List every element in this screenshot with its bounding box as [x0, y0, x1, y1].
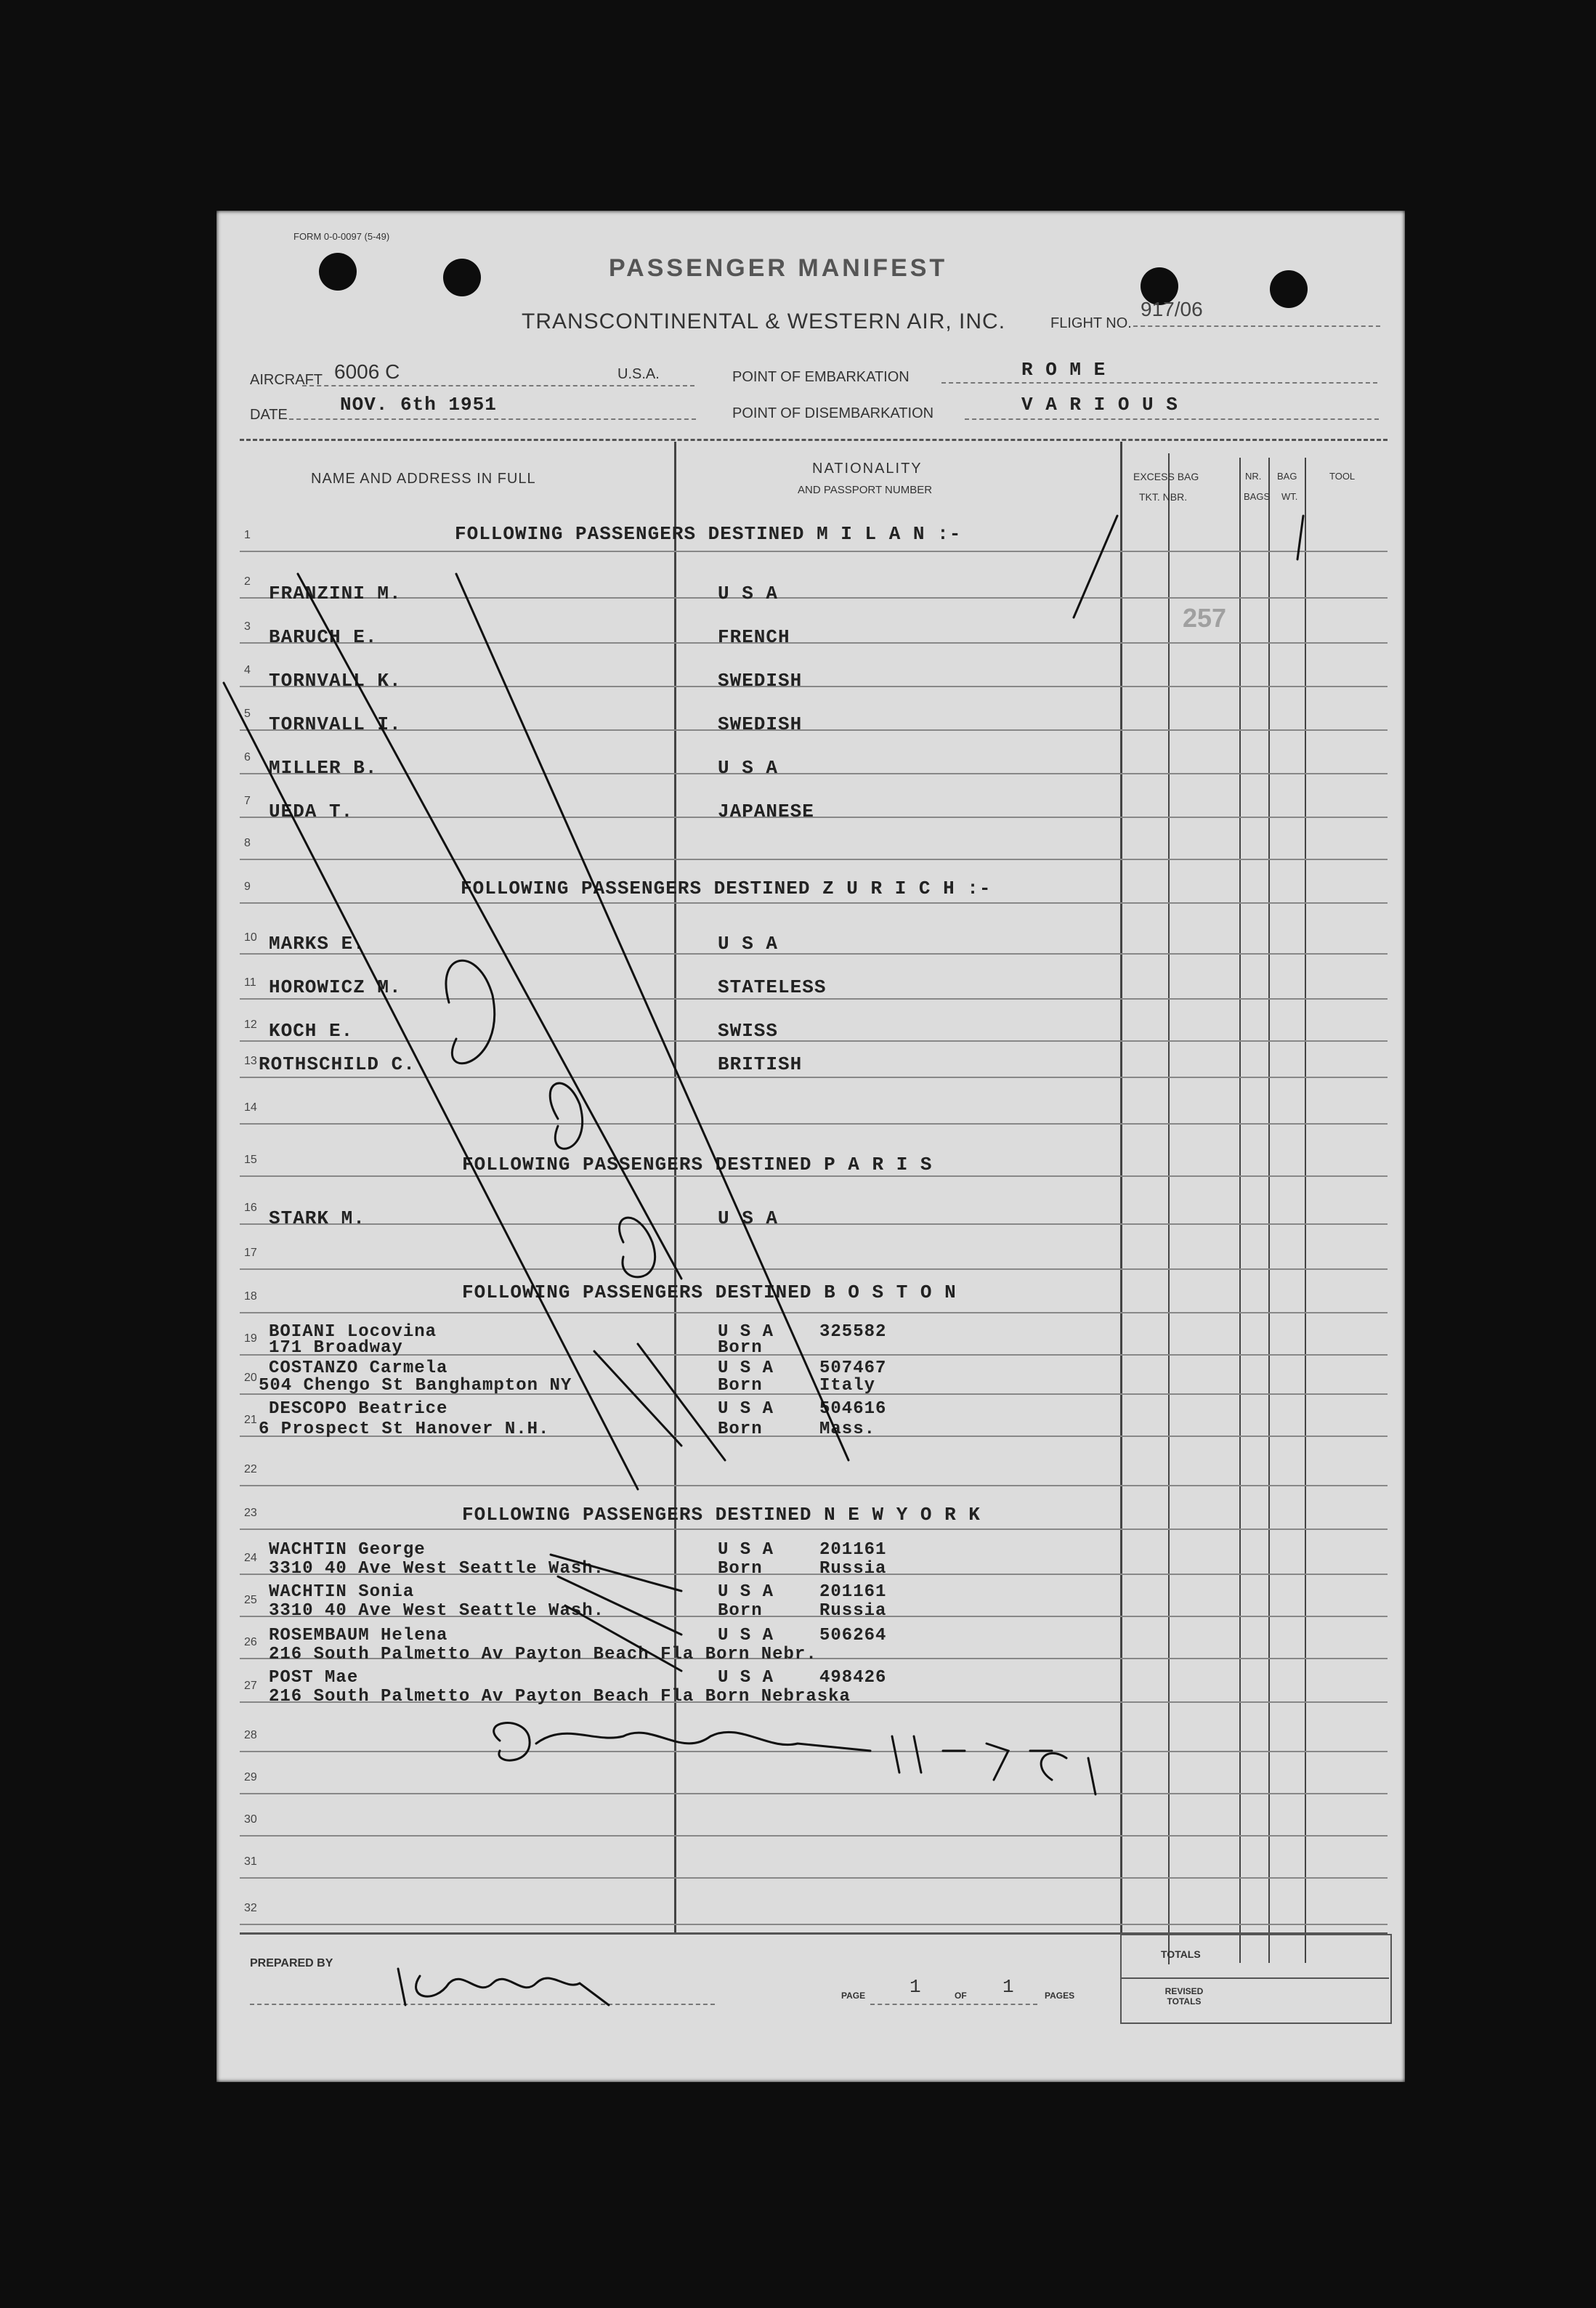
- passenger-name: POST Mae: [269, 1668, 359, 1688]
- row-number: 15: [244, 1154, 257, 1166]
- passenger-name: MARKS E.: [269, 933, 365, 955]
- page-number: 1: [910, 1976, 921, 1998]
- strike-line: [298, 574, 681, 1279]
- totals-label: TOTALS: [1161, 1948, 1201, 1960]
- row-number: 24: [244, 1552, 257, 1564]
- passenger-name: WACHTIN George: [269, 1540, 426, 1560]
- passenger-address: 216 South Palmetto Av Payton Beach Fla Born Nebraska: [269, 1687, 851, 1706]
- column-header-passport: AND PASSPORT NUMBER: [798, 484, 933, 496]
- disembarkation-label: POINT OF DISEMBARKATION: [732, 405, 934, 421]
- row-number: 26: [244, 1636, 257, 1648]
- row-number: 31: [244, 1855, 257, 1868]
- passenger-birthplace: Italy: [819, 1376, 876, 1396]
- passport-number: 325582: [819, 1322, 887, 1342]
- passenger-nationality: U S A: [718, 1207, 779, 1229]
- row-number: 5: [244, 708, 251, 720]
- flight-number: 917/06: [1141, 298, 1203, 320]
- row-number: 14: [244, 1101, 257, 1114]
- passenger-nationality: U S A: [718, 1359, 774, 1378]
- passenger-nationality: SWISS: [718, 1020, 779, 1042]
- row-number: 23: [244, 1507, 257, 1519]
- row-number: 11: [244, 976, 256, 989]
- passenger-birthplace: Russia: [819, 1601, 887, 1621]
- row-number: 13: [244, 1055, 257, 1067]
- column-header-nationality: NATIONALITY: [812, 461, 923, 477]
- passenger-birthplace: Mass.: [819, 1420, 876, 1439]
- passenger-name: WACHTIN Sonia: [269, 1582, 415, 1602]
- page-title: PASSENGER MANIFEST: [609, 254, 948, 282]
- row-number: 27: [244, 1680, 257, 1692]
- passenger-born: Born: [718, 1559, 763, 1579]
- passenger-name: MILLER B.: [269, 757, 378, 779]
- passenger-nationality: FRENCH: [718, 626, 790, 648]
- passport-number: 506264: [819, 1626, 887, 1645]
- passenger-address: 216 South Palmetto Av Payton Beach Fla Born Nebr.: [269, 1645, 817, 1664]
- handwritten-signature: [494, 1723, 870, 1761]
- row-number: 20: [244, 1372, 257, 1384]
- passenger-nationality: U S A: [718, 1582, 774, 1602]
- column-header-bag: BAG: [1277, 471, 1297, 482]
- passenger-name: ROSEMBAUM Helena: [269, 1626, 448, 1645]
- passport-number: 507467: [819, 1359, 887, 1378]
- passenger-name: KOCH E.: [269, 1020, 354, 1042]
- embarkation-label: POINT OF EMBARKATION: [732, 369, 910, 385]
- passport-number: 504616: [819, 1399, 887, 1419]
- row-number: 25: [244, 1594, 257, 1606]
- passenger-address: 171 Broadway: [269, 1338, 403, 1358]
- passenger-nationality: U S A: [718, 1399, 774, 1419]
- destination-header-boston: FOLLOWING PASSENGERS DESTINED B O S T O N: [462, 1281, 957, 1303]
- passport-number: 201161: [819, 1540, 887, 1560]
- row-number: 29: [244, 1771, 257, 1783]
- handwritten-date: [892, 1736, 1095, 1794]
- prepared-by-label: PREPARED BY: [250, 1957, 333, 1969]
- handwriting-scribble: [446, 960, 495, 1064]
- disembarkation-value: V A R I O U S: [1021, 394, 1178, 416]
- country-label: U.S.A.: [617, 366, 660, 382]
- page-label: PAGE: [841, 1991, 866, 2001]
- passenger-name: DESCOPO Beatrice: [269, 1399, 448, 1419]
- passenger-name: COSTANZO Carmela: [269, 1359, 448, 1378]
- strike-line: [456, 574, 848, 1460]
- passenger-born: Born: [718, 1601, 763, 1621]
- passenger-nationality: SWEDISH: [718, 670, 803, 692]
- manifest-sheet: [216, 211, 1405, 2082]
- column-header-tkt: TKT. NBR.: [1139, 491, 1188, 503]
- passenger-nationality: U S A: [718, 1540, 774, 1560]
- passenger-born: Born: [718, 1420, 763, 1439]
- passenger-address: 504 Chengo St Banghampton NY: [259, 1376, 572, 1396]
- row-number: 8: [244, 837, 251, 849]
- handwritten-signature: [398, 1969, 609, 2005]
- column-header-bags: BAGS: [1244, 491, 1271, 502]
- passenger-name: HOROWICZ M.: [269, 976, 402, 998]
- passenger-name: TORNVALL I.: [269, 713, 402, 735]
- of-label: OF: [955, 1991, 967, 2001]
- destination-header-newyork: FOLLOWING PASSENGERS DESTINED N E W Y O R K: [462, 1504, 981, 1526]
- column-header-nr: NR.: [1245, 471, 1262, 482]
- passenger-name: FRANZINI M.: [269, 583, 402, 604]
- row-number: 10: [244, 931, 257, 944]
- column-header-name: NAME AND ADDRESS IN FULL: [311, 471, 536, 487]
- row-number: 2: [244, 575, 251, 588]
- column-header-wt: WT.: [1281, 491, 1298, 502]
- passenger-nationality: U S A: [718, 933, 779, 955]
- embarkation-value: R O M E: [1021, 359, 1106, 381]
- form-number: FORM 0-0-0097 (5-49): [293, 231, 390, 242]
- passenger-address: 3310 40 Ave West Seattle Wash.: [269, 1601, 605, 1621]
- passenger-nationality: JAPANESE: [718, 801, 814, 822]
- passenger-name: BARUCH E.: [269, 626, 378, 648]
- passenger-name: BOIANI Locovina: [269, 1322, 437, 1342]
- passport-number: 498426: [819, 1668, 887, 1688]
- passenger-nationality: U S A: [718, 1626, 774, 1645]
- handwriting-scribble: [550, 1083, 582, 1149]
- passenger-nationality: U S A: [718, 583, 779, 604]
- passenger-name: TORNVALL K.: [269, 670, 402, 692]
- destination-header-paris: FOLLOWING PASSENGERS DESTINED P A R I S: [462, 1154, 933, 1175]
- row-number: 32: [244, 1902, 257, 1914]
- passenger-name: STARK M.: [269, 1207, 365, 1229]
- row-number: 22: [244, 1463, 257, 1475]
- flight-label: FLIGHT NO.: [1050, 315, 1132, 331]
- passenger-nationality: U S A: [718, 1668, 774, 1688]
- page-total: 1: [1002, 1976, 1014, 1998]
- pages-label: PAGES: [1045, 1991, 1075, 2001]
- revised-totals-label: REVISED TOTALS: [1164, 1986, 1204, 2007]
- passenger-name: UEDA T.: [269, 801, 354, 822]
- row-number: 28: [244, 1729, 257, 1741]
- passenger-born: Born: [718, 1376, 763, 1396]
- passenger-address: 6 Prospect St Hanover N.H.: [259, 1420, 550, 1439]
- row-number: 7: [244, 795, 251, 807]
- handwriting-scribble: [620, 1218, 655, 1277]
- row-number: 3: [244, 620, 251, 633]
- date-label: DATE: [250, 407, 288, 423]
- aircraft-value: 6006 C: [334, 360, 400, 383]
- passenger-nationality: SWEDISH: [718, 713, 803, 735]
- row-number: 18: [244, 1290, 257, 1303]
- company-name: TRANSCONTINENTAL & WESTERN AIR, INC.: [522, 309, 1006, 333]
- row-number: 6: [244, 751, 251, 764]
- passenger-birthplace: Russia: [819, 1559, 887, 1579]
- row-number: 17: [244, 1247, 257, 1259]
- row-number: 1: [244, 529, 251, 541]
- row-number: 19: [244, 1332, 257, 1345]
- column-header-tool: TOOL: [1329, 471, 1356, 482]
- passenger-name: ROTHSCHILD C.: [259, 1053, 416, 1075]
- row-number: 16: [244, 1202, 257, 1214]
- destination-header-milan: FOLLOWING PASSENGERS DESTINED M I L A N :-: [455, 523, 962, 545]
- passenger-nationality: STATELESS: [718, 976, 827, 998]
- excess-bag-number: 257: [1183, 603, 1227, 633]
- passenger-born: Born: [718, 1338, 763, 1358]
- handwritten-marks: [216, 211, 1405, 2082]
- column-header-excess-bag: EXCESS BAG: [1133, 471, 1199, 482]
- date-value: NOV. 6th 1951: [340, 394, 497, 416]
- row-number: 9: [244, 880, 251, 893]
- passport-number: 201161: [819, 1582, 887, 1602]
- strike-line: [1297, 516, 1303, 559]
- row-number: 30: [244, 1813, 257, 1826]
- aircraft-label: AIRCRAFT: [250, 372, 323, 388]
- row-number: 4: [244, 664, 251, 676]
- passenger-nationality: U S A: [718, 757, 779, 779]
- row-number: 12: [244, 1019, 257, 1031]
- passenger-nationality: U S A: [718, 1322, 774, 1342]
- handwriting-scribble: [551, 1555, 681, 1671]
- row-number: 21: [244, 1414, 257, 1426]
- strike-line: [1074, 516, 1117, 618]
- destination-header-zurich: FOLLOWING PASSENGERS DESTINED Z U R I C H :-: [461, 878, 992, 899]
- passenger-nationality: BRITISH: [718, 1053, 803, 1075]
- passenger-address: 3310 40 Ave West Seattle Wash.: [269, 1559, 605, 1579]
